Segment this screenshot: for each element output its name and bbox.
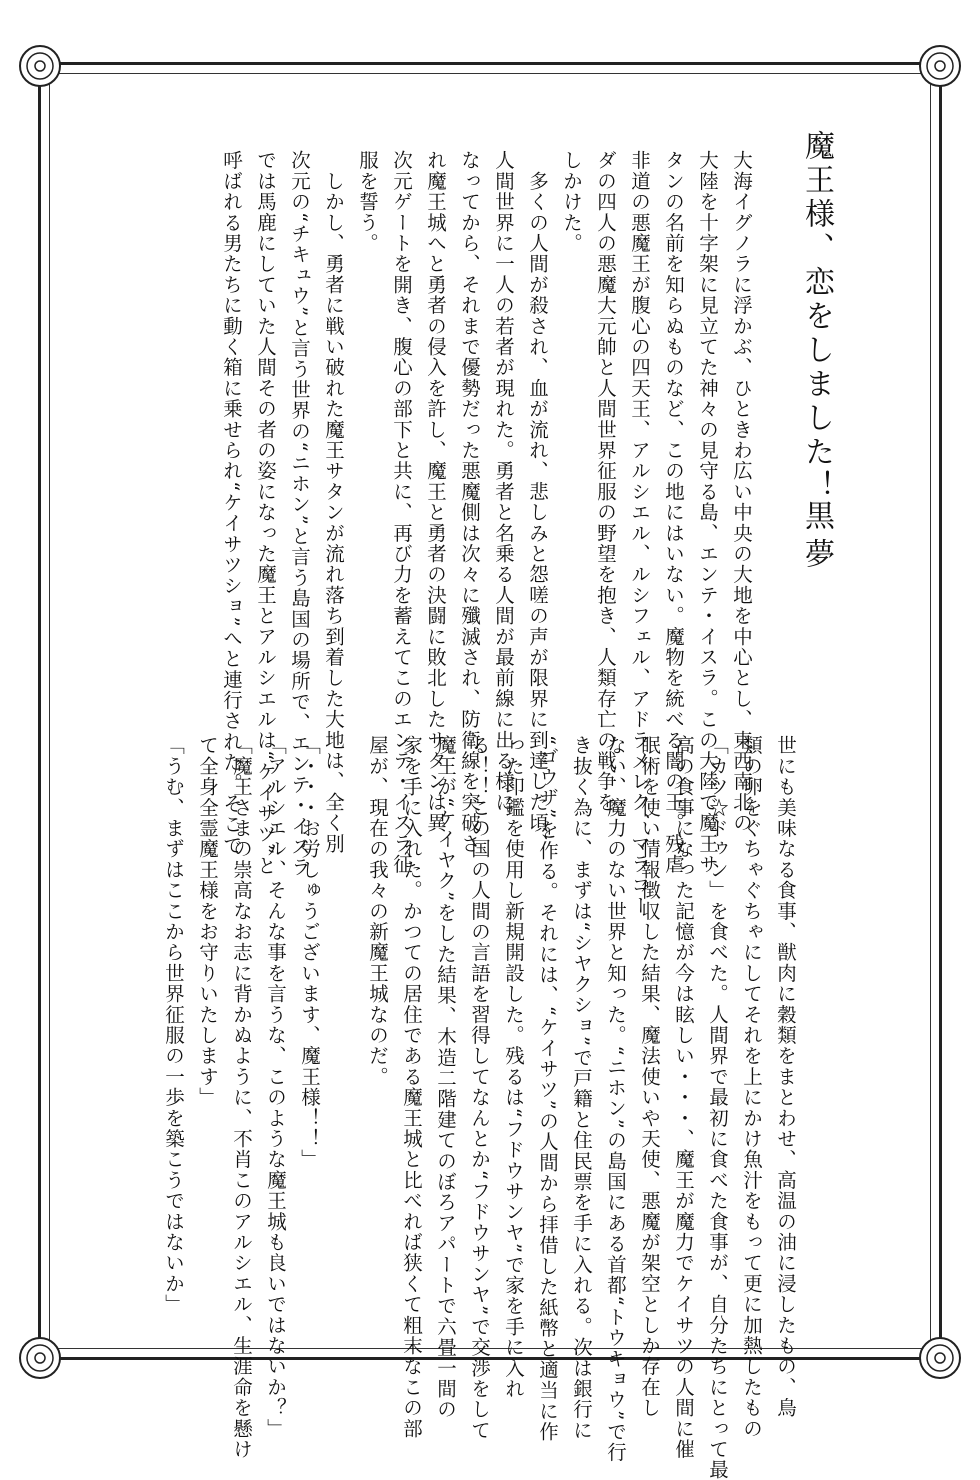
text-line: き抜く為に、まずは“シヤクショ”で戸籍と住民票を手に入れる。次は銀行に bbox=[570, 735, 593, 1441]
text-line: 「アルシエル、そんな事を言うな、このような魔王城も良いではないか？」 bbox=[264, 735, 287, 1439]
text-line bbox=[326, 735, 360, 1250]
text-line: る！！この国の人間の言語を習得してなんとか“フドウサンヤ”で交渉をして bbox=[468, 735, 491, 1441]
text-line: 世にも美味なる食事、獣肉に穀類をまとわせ、高温の油に浸したもの、鳥 bbox=[774, 735, 797, 1419]
text-line: 大陸を十字架に見立てた神々の見守る島、エンテ・イスラ。この大陸で魔王サ bbox=[696, 150, 719, 875]
text-line: て全身全霊魔王様をお守りいたします」 bbox=[196, 735, 219, 1108]
text-line: 人間世界に一人の若者が現れた。勇者と名乗る人間が最前線に出る様に bbox=[492, 150, 515, 813]
text-line: 眠術を使い情報徴収した結果、魔法使いや天使、悪魔が架空としか存在し bbox=[638, 735, 661, 1419]
text-line: ない、魔力のない世界と知った。“ニホン”の島国にある首都“トウキョウ”で行 bbox=[604, 735, 627, 1463]
text-line: 服を誓う。 bbox=[356, 150, 379, 254]
text-line: 「カツ☆ドゥン」を食べた。人間界で最初に食べた食事が、自分たちにとって最 bbox=[706, 735, 729, 1480]
corner-ornament-bottom-left bbox=[18, 1336, 62, 1380]
corner-ornament-top-left bbox=[18, 44, 62, 88]
text-line: 「魔王さまの崇高なお志に背かぬように、不肖このアルシエル、生涯命を懸け bbox=[230, 735, 253, 1460]
text-line: “ゴウザ”を作る。それには、“ケイサツ”の人間から拝借した紙幣と適当に作 bbox=[536, 735, 559, 1443]
story-title: 魔王様、恋をしました！ bbox=[799, 130, 834, 504]
text-line: 「うむ、まずはここから世界征服の一歩を築こうではないか」 bbox=[162, 735, 185, 1315]
text-line: 高の食事になった記憶が今は眩しい・・・、魔王が魔力でケイサツの人間に催 bbox=[672, 735, 695, 1460]
text-line: 多くの人間が殺され、血が流れ、悲しみと怨嗟の声が限界に到達した頃、 bbox=[526, 150, 549, 854]
author-name: 黒夢 bbox=[799, 500, 834, 576]
text-line: 呼ばれる男たちに動く箱に乗せられ“ケイサツショ”へと連行された。そこで bbox=[220, 150, 243, 856]
text-line: タンの名前を知らぬものなど、この地にはいない。魔物を統べる闇の王。残虐 bbox=[662, 150, 685, 875]
text-line: では馬鹿にしていた人間その者の姿になった魔王とアルシエルは“ケイサツ”と bbox=[254, 150, 277, 877]
text-line: った印鑑を使用し新規開設した。残るは“フドウサンヤ”で家を手に入れ bbox=[502, 735, 525, 1400]
text-line: 非道の悪魔王が腹心の四天王、アルシエル、ルシフェル、アドラメレク、マラコー bbox=[628, 150, 651, 916]
text-line: 魔王が“ケイヤク”をした結果、木造二階建てのぼろアパートで六畳一間の bbox=[434, 735, 457, 1420]
text-line: れ魔王城へと勇者の侵入を許し、魔王と勇者の決闘に敗北したサタンは異 bbox=[424, 150, 447, 834]
text-line: なってから、それまで優勢だった悪魔側は次々に殲滅され、防衛線を突破さ bbox=[458, 150, 481, 854]
text-line: 屋が、現在の我々の新魔王城なのだ。 bbox=[366, 735, 389, 1087]
text-line: しかけた。 bbox=[560, 150, 583, 254]
text-line: 次元の“チキュウ”と言う世界の“ニホン”と言う島国の場所で、エンテ・イスラ bbox=[288, 150, 311, 878]
text-line: しかし、勇者に戦い破れた魔王サタンが流れ落ち到着した大地は、全く別 bbox=[322, 150, 345, 854]
text-line: 次元ゲートを開き、腹心の部下と共に、再び力を蓄えてこのエンテ・イスラ征 bbox=[390, 150, 413, 875]
corner-ornament-top-right bbox=[918, 44, 962, 88]
text-line: 家を手に入れた。かつての居住である魔王城と比べれば狭くて粗末なこの部 bbox=[400, 735, 423, 1439]
text-line: ダの四人の悪魔大元帥と人間世界征服の野望を抱き、人類存亡の戦争を bbox=[594, 150, 617, 813]
lower-text-block bbox=[156, 735, 802, 1480]
text-line: 大海イグノラに浮かぶ、ひときわ広い中央の大地を中心とし、東西南北の bbox=[730, 150, 753, 834]
corner-ornament-bottom-right bbox=[918, 1336, 962, 1380]
text-line: 類の卵をぐちゃぐちゃにしてそれを上にかけ魚汁をもって更に加熱したもの bbox=[740, 735, 763, 1439]
text-line: 「・・・お労しゅうございます、魔王様！！」 bbox=[298, 735, 321, 1170]
